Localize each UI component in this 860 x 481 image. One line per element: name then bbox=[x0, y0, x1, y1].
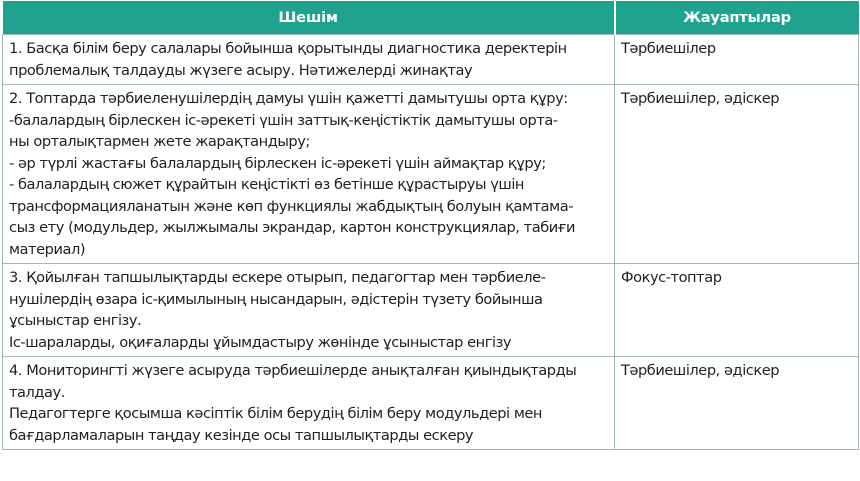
decision-line: 1. Басқа білім беру салалары бойынша қорытынды диагностика деректерін bbox=[9, 40, 567, 57]
decision-cell bbox=[3, 85, 615, 264]
responsible-cell: Тәрбиешілер, әдіскер bbox=[615, 357, 859, 450]
decision-cell bbox=[3, 357, 615, 450]
decision-line: материал) bbox=[9, 240, 86, 258]
decision-line: проблемалық талдауды жүзеге асыру. Нәтижелерді жинақтау bbox=[9, 61, 473, 79]
table-row bbox=[3, 357, 859, 450]
decision-line: -балалардың бірлескен іс-әрекеті үшін заттық-кеңістіктік дамытушы орта- bbox=[9, 111, 558, 129]
decision-line: Педагогтерге қосымша кәсіптік білім берудің білім беру модульдері мен bbox=[9, 405, 543, 422]
decision-line: 2. Топтарда тәрбиеленушілердің дамуы үшін қажетті дамытушы орта құру: bbox=[9, 90, 568, 107]
responsible-cell: Фокус-топтар bbox=[615, 264, 859, 357]
decision-line: Іс-шараларды, оқиғаларды ұйымдастыру жөнінде ұсыныстар енгізу bbox=[9, 333, 512, 351]
decision-line: 4. Мониторингті жүзеге асыруда тәрбиешілерде анықталған қиындықтарды bbox=[9, 362, 577, 379]
measures-table bbox=[2, 1, 859, 450]
decision-line: ны орталықтармен жете жарақтандыру; bbox=[9, 133, 310, 150]
header-decision: Шешім bbox=[3, 1, 615, 35]
responsible-cell: Тәрбиешілер, әдіскер bbox=[615, 85, 859, 264]
table-row bbox=[3, 35, 859, 85]
decision-cell bbox=[3, 35, 615, 85]
decision-line: сыз ету (модульдер, жылжымалы экрандар, картон конструкциялар, табиғи bbox=[9, 219, 575, 236]
table-header-row bbox=[3, 1, 859, 35]
decision-line: ұсыныстар енгізу. bbox=[9, 312, 142, 329]
decision-line: бағдарламаларын таңдау кезінде осы тапшылықтарды ескеру bbox=[9, 426, 474, 444]
header-responsible: Жауаптылар bbox=[615, 1, 859, 35]
decision-line: 3. Қойылған тапшылықтарды ескере отырып, педагогтар мен тәрбиеле- bbox=[9, 269, 546, 286]
decision-line: трансформацияланатын және көп функциялы жабдықтың болуын қамтама- bbox=[9, 197, 574, 215]
decision-line: нушілердің өзара іс-қимылының нысандарын, әдістерін түзету бойынша bbox=[9, 290, 543, 308]
responsible-cell: Тәрбиешілер bbox=[615, 35, 859, 85]
table-row bbox=[3, 264, 859, 357]
decision-line: - әр түрлі жастағы балалардың бірлескен іс-әрекеті үшін аймақтар құру; bbox=[9, 154, 546, 172]
decision-cell bbox=[3, 264, 615, 357]
decision-line: - балалардың сюжет құрайтын кеңістікті өз бетінше құрастыруы үшін bbox=[9, 176, 525, 193]
decision-line: талдау. bbox=[9, 383, 65, 401]
table-row bbox=[3, 85, 859, 264]
